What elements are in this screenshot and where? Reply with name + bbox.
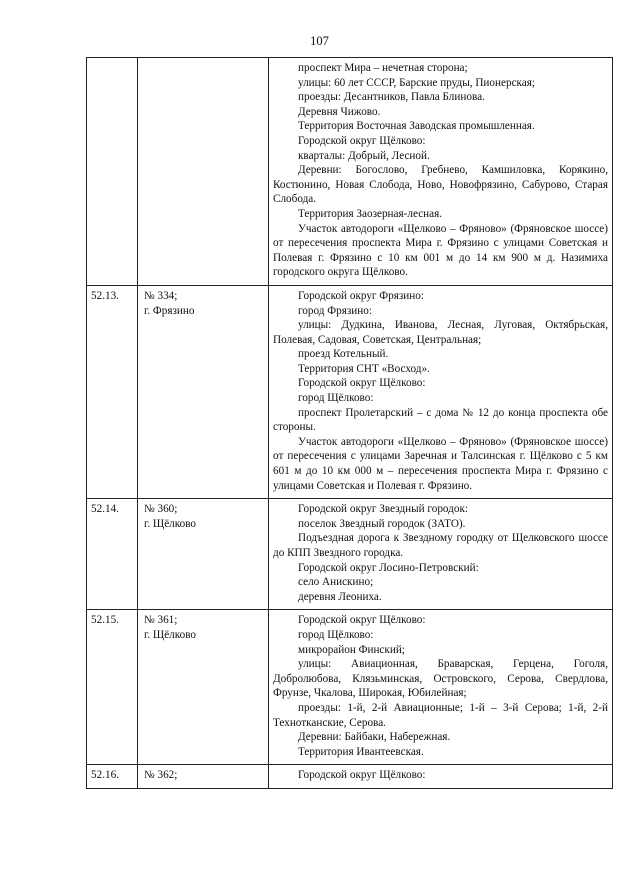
description-line: проезды: Десантников, Павла Блинова. bbox=[298, 91, 485, 104]
description-line: проезды: 1-й, 2-й Авиационные; 1-й – 3-й Серова; 1-й, 2-й Технотканские, Серова. bbox=[273, 701, 608, 729]
row-number: 52.15. bbox=[91, 614, 119, 627]
description-line: кварталы: Добрый, Лесной. bbox=[298, 149, 430, 162]
row-number-cell bbox=[87, 58, 138, 286]
table-row bbox=[87, 499, 613, 610]
row-number: 52.16. bbox=[91, 769, 119, 782]
description-cell bbox=[269, 499, 613, 610]
description-line: деревня Леониха. bbox=[298, 590, 382, 603]
table-row bbox=[87, 765, 613, 789]
description-cell bbox=[269, 765, 613, 789]
district-line: № 360; bbox=[144, 503, 178, 516]
description-line: Городской округ Звездный городок: bbox=[298, 503, 469, 516]
description-line: проспект Пролетарский – с дома № 12 до конца проспекта обе стороны. bbox=[273, 406, 608, 434]
description-line: проезд Котельный. bbox=[298, 348, 389, 361]
description-cell bbox=[269, 58, 613, 286]
description-line: Территория Восточная Заводская промышленная. bbox=[298, 120, 535, 133]
row-number-cell bbox=[87, 499, 138, 610]
description-line: Подъездная дорога к Звездному городку от Щелковского шоссе до КПП Звездного городка. bbox=[273, 532, 608, 559]
description-line: Территория СНТ «Восход». bbox=[298, 362, 430, 375]
description-line: улицы: 60 лет СССР, Барские пруды, Пионерская; bbox=[298, 76, 536, 89]
description-line: Городской округ Щёлково: bbox=[298, 377, 426, 390]
row-number: 52.14. bbox=[91, 503, 119, 516]
district-line: г. Щёлково bbox=[144, 628, 197, 641]
description-line: микрорайон Финский; bbox=[298, 643, 405, 656]
district-table bbox=[86, 57, 613, 789]
district-cell bbox=[138, 499, 269, 610]
description-line: село Анискино; bbox=[298, 576, 374, 589]
description-line: проспект Мира – нечетная сторона; bbox=[298, 62, 468, 74]
table-row bbox=[87, 285, 613, 498]
row-number-cell bbox=[87, 610, 138, 765]
district-line: № 362; bbox=[144, 769, 178, 782]
description-line: Участок автодороги «Щелково – Фряново» (Фряновское шоссе) от пересечения проспекта Мира г. Фрязино с улицами Советская и Полевая г. Фрязино с 10 км 001 м до 14 км 900 м д. Назимиха городского округа Щёлково. bbox=[273, 222, 608, 279]
description-line: Городской округ Щёлково: bbox=[298, 134, 426, 147]
description-line: город Щёлково: bbox=[298, 392, 374, 405]
description-line: улицы: Авиационная, Браварская, Герцена, Гоголя, Добролюбова, Клязьминская, Островского, Серова, Свердлова, Фрунзе, Чкалова, Широкая, Юбилейная; bbox=[273, 658, 608, 700]
description-line: Городской округ Лосино-Петровский: bbox=[298, 561, 479, 574]
district-cell bbox=[138, 765, 269, 789]
description-line: город Фрязино: bbox=[298, 304, 372, 317]
district-line: № 361; bbox=[144, 614, 178, 627]
table-row bbox=[87, 610, 613, 765]
district-line: № 334; bbox=[144, 289, 178, 302]
description-line: Территория Заозерная-лесная. bbox=[298, 207, 443, 220]
description-line: Деревня Чижово. bbox=[298, 105, 381, 118]
description-line: Участок автодороги «Щелково – Фряново» (Фряновское шоссе) от пересечения с улицами Заречная и Талсинская г. Щёлково с 5 км 601 м до 10 км 000 м – пересечения проспекта Мира г. Фрязино с улицами Советская и Полевая г. Фрязино. bbox=[273, 435, 608, 492]
row-number-cell bbox=[87, 285, 138, 498]
page-number: 107 bbox=[310, 34, 329, 48]
row-number-cell bbox=[87, 765, 138, 789]
description-line: город Щёлково: bbox=[298, 628, 374, 641]
district-cell bbox=[138, 610, 269, 765]
description-line: Городской округ Щёлково: bbox=[298, 614, 426, 627]
description-cell bbox=[269, 610, 613, 765]
description-line: Деревни: Богослово, Гребнево, Камшиловка, Корякино, Костюнино, Новая Слобода, Ново, Новофрязино, Сабурово, Старая Слобода. bbox=[273, 164, 608, 206]
description-line: поселок Звездный городок (ЗАТО). bbox=[298, 517, 466, 530]
description-line: Городской округ Щёлково: bbox=[298, 769, 426, 782]
district-cell bbox=[138, 58, 269, 286]
table-row bbox=[87, 58, 613, 286]
district-table-body bbox=[87, 58, 613, 789]
district-line: г. Фрязино bbox=[144, 304, 195, 317]
district-line: г. Щёлково bbox=[144, 517, 197, 530]
description-line: Городской округ Фрязино: bbox=[298, 289, 424, 302]
row-number: 52.13. bbox=[91, 289, 119, 302]
district-cell bbox=[138, 285, 269, 498]
description-line: улицы: Дудкина, Иванова, Лесная, Луговая, Октябрьская, Полевая, Садовая, Советская, Центральная; bbox=[273, 319, 608, 346]
description-line: Территория Ивантеевская. bbox=[298, 745, 424, 758]
description-cell bbox=[269, 285, 613, 498]
description-line: Деревни: Байбаки, Набережная. bbox=[298, 731, 451, 744]
